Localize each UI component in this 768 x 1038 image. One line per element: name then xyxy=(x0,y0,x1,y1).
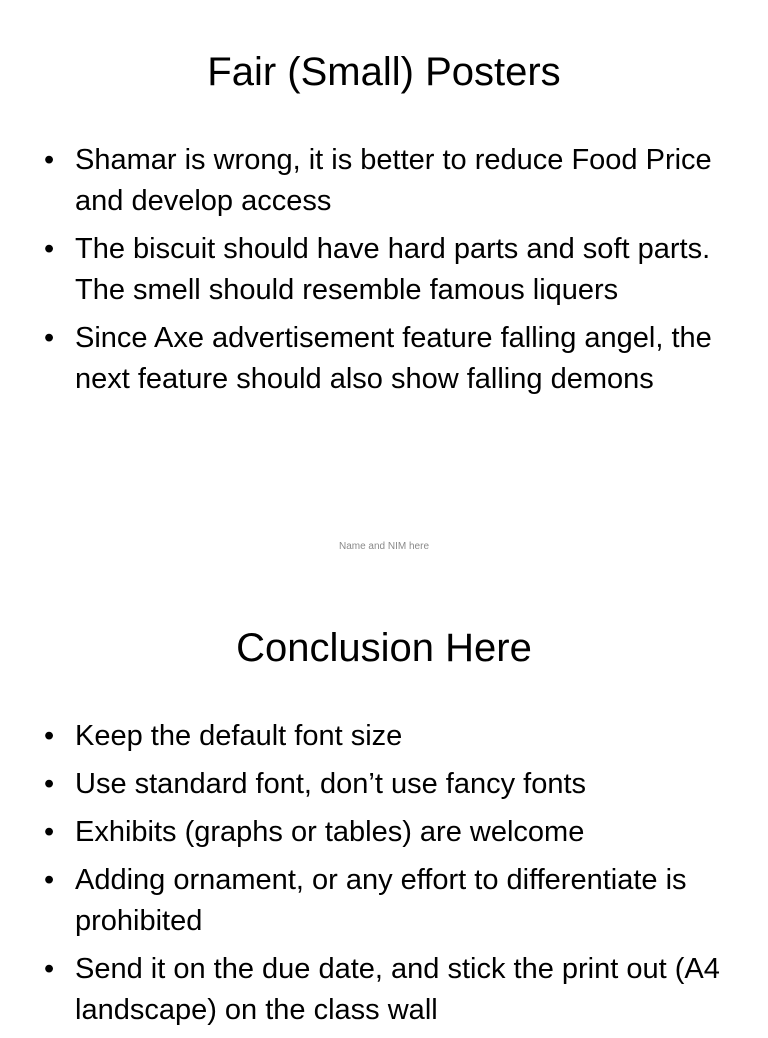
bullet-icon: • xyxy=(44,322,55,354)
bullet-list xyxy=(44,716,734,1038)
bullet-list xyxy=(44,140,734,407)
bullet-item xyxy=(44,764,734,805)
bullet-icon: • xyxy=(44,864,55,896)
bullet-text: Send it on the due date, and stick the print out (A4 landscape) on the class wall xyxy=(75,953,720,1026)
bullet-text: Since Axe advertisement feature falling angel, the next feature should also show falling demons xyxy=(75,322,712,395)
bullet-item xyxy=(44,716,734,757)
bullet-text: Exhibits (graphs or tables) are welcome xyxy=(75,816,585,848)
bullet-item xyxy=(44,229,734,311)
slide-title: Fair (Small) Posters xyxy=(207,50,561,94)
bullet-item xyxy=(44,860,734,942)
bullet-icon: • xyxy=(44,720,55,752)
bullet-text: Adding ornament, or any effort to differentiate is prohibited xyxy=(75,864,687,937)
bullet-icon: • xyxy=(44,233,55,265)
bullet-icon: • xyxy=(44,144,55,176)
bullet-text: Use standard font, don’t use fancy fonts xyxy=(75,768,587,800)
bullet-item xyxy=(44,140,734,222)
bullet-text: Keep the default font size xyxy=(75,720,403,752)
bullet-icon: • xyxy=(44,816,55,848)
bullet-icon: • xyxy=(44,768,55,800)
bullet-item xyxy=(44,812,734,853)
bullet-item xyxy=(44,318,734,400)
footer-name-nim: Name and NIM here xyxy=(338,541,430,552)
bullet-text: Shamar is wrong, it is better to reduce Food Price and develop access xyxy=(75,144,712,217)
slide-title: Conclusion Here xyxy=(236,626,532,670)
bullet-item xyxy=(44,949,734,1031)
bullet-icon: • xyxy=(44,953,55,985)
bullet-text: The biscuit should have hard parts and soft parts. The smell should resemble famous liquers xyxy=(75,233,711,306)
slide-conclusion xyxy=(0,576,768,1024)
